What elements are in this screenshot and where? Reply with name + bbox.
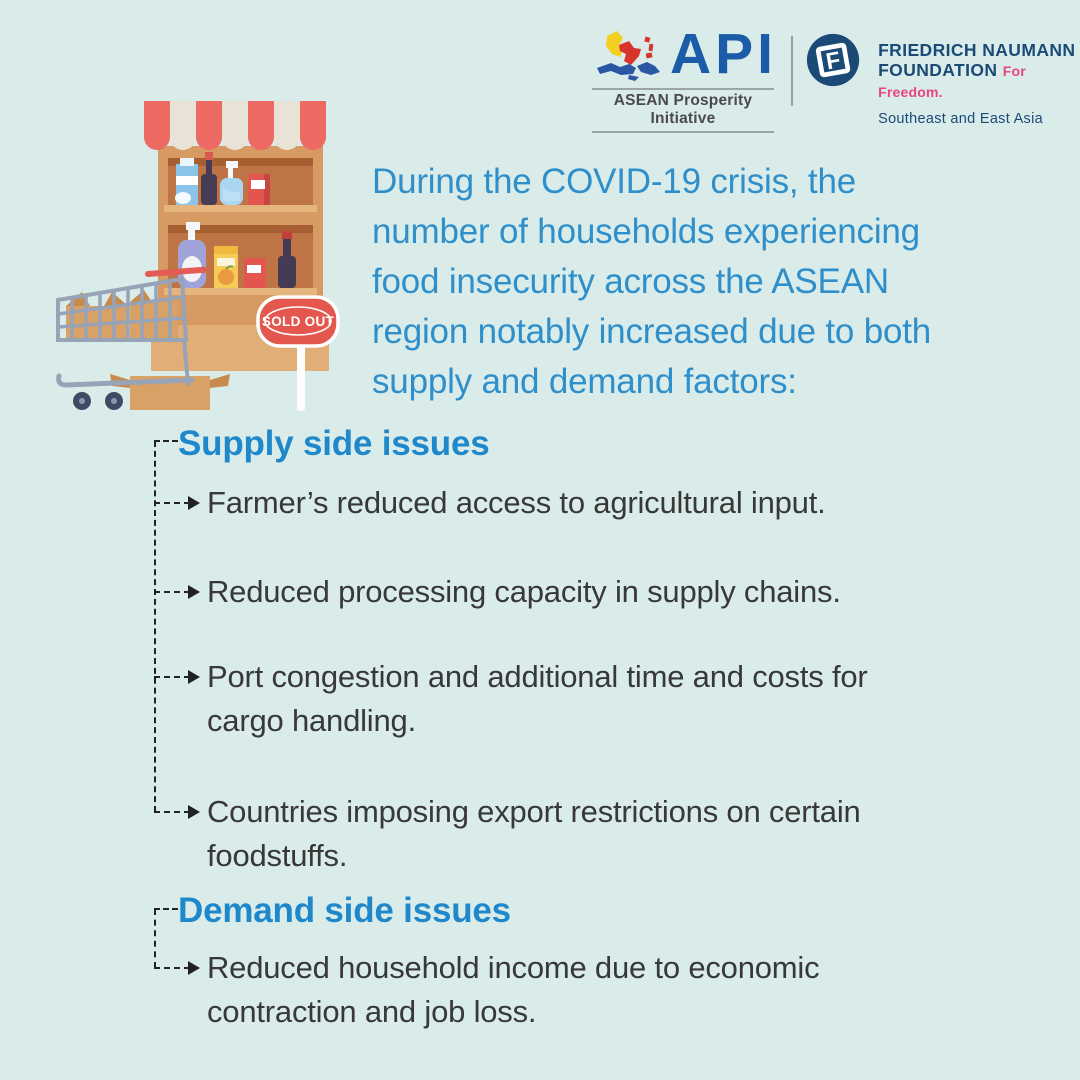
- cart-wheels: [73, 392, 123, 410]
- fnf-region: Southeast and East Asia: [878, 111, 1043, 127]
- api-subtitle: ASEAN Prosperity Initiative: [613, 92, 753, 127]
- fnf-tagline: For Freedom.: [878, 63, 1026, 100]
- intro-line: region notably increased due to both: [372, 312, 932, 351]
- bullet-connector: [154, 502, 190, 504]
- intro-line: During the COVID-19 crisis, the: [372, 162, 856, 201]
- fnf-logo: [806, 31, 1080, 127]
- demand-heading: Demand side issues: [178, 891, 511, 930]
- supply-heading-connector: [154, 440, 178, 442]
- supply-item-4: Countries imposing export restrictions on certain foodstuffs.: [207, 794, 861, 873]
- fnf-foundation: FOUNDATION: [878, 60, 998, 80]
- bullet-connector: [154, 967, 190, 969]
- milk-carton: [175, 158, 198, 205]
- api-logo-top: [592, 22, 778, 86]
- sold-out-label: SOLD OUT: [261, 314, 335, 329]
- bullet-arrow-icon: [188, 805, 200, 819]
- fnf-name-line1: FRIEDRICH NAUMANN: [878, 40, 1076, 60]
- bullet-connector: [154, 676, 190, 678]
- bullet-arrow-icon: [188, 496, 200, 510]
- intro-paragraph: [372, 157, 1012, 407]
- logo-divider: [791, 36, 793, 106]
- bullet-connector: [154, 811, 190, 813]
- fnf-text-block: [878, 31, 1080, 127]
- fnf-monogram-letter: F: [823, 46, 843, 75]
- api-logo: [592, 22, 778, 133]
- bullet-connector: [154, 591, 190, 593]
- intro-line: number of households experiencing: [372, 212, 920, 251]
- supply-item-2: Reduced processing capacity in supply chains.: [207, 574, 841, 609]
- api-acronym: API: [670, 22, 778, 86]
- stall-awning: [144, 101, 326, 150]
- supply-tree-line: [154, 441, 156, 812]
- bullet-arrow-icon: [188, 670, 200, 684]
- red-box-bottom: [244, 258, 266, 288]
- bullet-arrow-icon: [188, 585, 200, 599]
- demand-item-1: Reduced household income due to economic contraction and job loss.: [207, 950, 820, 1029]
- intro-line: supply and demand factors:: [372, 362, 797, 401]
- fnf-monogram-icon: [806, 31, 860, 89]
- demand-tree-line: [154, 909, 156, 968]
- intro-line: food insecurity across the ASEAN: [372, 262, 889, 301]
- juice-carton: [214, 246, 238, 288]
- red-box-top: [248, 174, 270, 205]
- supply-item-3: Port congestion and additional time and costs for cargo handling.: [207, 659, 868, 738]
- api-rule-bottom: [592, 131, 774, 133]
- market-stall-illustration: [30, 88, 360, 423]
- asean-map-icon: [592, 30, 664, 84]
- bullet-arrow-icon: [188, 961, 200, 975]
- supply-heading: Supply side issues: [178, 424, 490, 463]
- fnf-name-line2: [878, 60, 1080, 102]
- supply-item-1: Farmer’s reduced access to agricultural input.: [207, 485, 826, 520]
- demand-heading-connector: [154, 908, 178, 910]
